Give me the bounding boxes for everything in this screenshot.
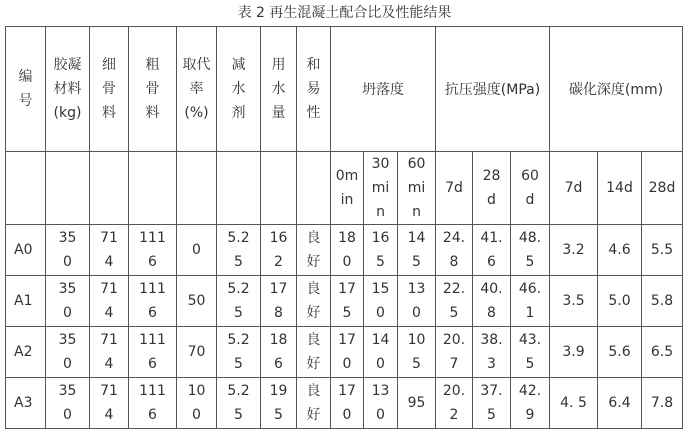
header-slump: 坍落度 xyxy=(331,27,436,152)
cell-text: 良好 xyxy=(306,332,321,372)
cell-coarse xyxy=(129,378,177,429)
header-char: 料 xyxy=(102,105,116,121)
cell-slump-30 xyxy=(364,276,398,327)
cell-slump-0 xyxy=(331,225,364,276)
cell-text: 165 xyxy=(371,230,390,270)
cell-carbon-28: 6.5 xyxy=(642,327,683,378)
cell-strength-60 xyxy=(511,327,550,378)
cell-text: 178 xyxy=(269,281,288,321)
table-title: 表 2 再生混凝土配合比及性能结果 xyxy=(237,5,452,21)
cell-text: 150 xyxy=(371,281,390,321)
table-row xyxy=(6,225,683,276)
cell-text: 0 xyxy=(192,242,201,258)
cell-slump-0 xyxy=(331,378,364,429)
cell-carbon-14: 5.0 xyxy=(598,276,642,327)
cell-text: 175 xyxy=(338,281,356,321)
cell-strength-7 xyxy=(436,378,473,429)
cell-text: 130 xyxy=(371,383,390,423)
cell-text: 105 xyxy=(407,332,426,372)
cell-slump-30 xyxy=(364,225,398,276)
cell-binder xyxy=(46,276,90,327)
cell-text: 良好 xyxy=(306,383,321,423)
header-coarse-text xyxy=(146,53,160,125)
cell-text: 714 xyxy=(100,332,118,372)
header-fine-text xyxy=(102,53,116,125)
cell-water xyxy=(261,327,297,378)
cell-slump-30 xyxy=(364,378,398,429)
cell-binder xyxy=(46,378,90,429)
cell-slump-60: 95 xyxy=(398,378,436,429)
cell-replace xyxy=(177,378,217,429)
cell-text: 5.25 xyxy=(227,230,250,270)
header-replace-text: 取代率(%) xyxy=(182,57,211,121)
header-slump-60min xyxy=(398,152,436,225)
cell-text: 1116 xyxy=(139,332,166,372)
cell-text: 22.5 xyxy=(442,281,466,321)
cell-carbon-7: 3.9 xyxy=(550,327,598,378)
cell-id: A2 xyxy=(6,327,46,378)
cell-water xyxy=(261,225,297,276)
header-sub-empty xyxy=(129,152,177,225)
header-char: 编 xyxy=(18,69,33,85)
cell-carbon-28: 5.8 xyxy=(642,276,683,327)
cell-strength-28 xyxy=(473,327,511,378)
header-slump-0min-text: 0min xyxy=(335,168,359,208)
header-slump-30min-text: 30min xyxy=(371,156,390,220)
cell-replace xyxy=(177,276,217,327)
cell-binder xyxy=(46,327,90,378)
table-row xyxy=(6,276,683,327)
cell-reducer xyxy=(217,327,261,378)
header-char: 骨 xyxy=(102,81,116,97)
cell-text: 良好 xyxy=(306,230,321,270)
cell-text: 100 xyxy=(187,383,206,423)
cell-text: 1116 xyxy=(139,230,166,270)
header-sub-empty xyxy=(261,152,297,225)
header-sub-empty xyxy=(217,152,261,225)
cell-strength-28 xyxy=(473,378,511,429)
cell-text: 48.5 xyxy=(518,230,542,270)
cell-slump-60 xyxy=(398,276,436,327)
header-reducer-text xyxy=(232,53,246,125)
header-char: 水 xyxy=(231,81,246,97)
cell-text: 145 xyxy=(407,230,426,270)
cell-strength-60 xyxy=(511,378,550,429)
header-water xyxy=(261,27,297,152)
table-row xyxy=(6,327,683,378)
cell-workability xyxy=(297,276,331,327)
cell-id: A1 xyxy=(6,276,46,327)
cell-carbon-7: 3.2 xyxy=(550,225,598,276)
cell-workability xyxy=(297,327,331,378)
cell-strength-7 xyxy=(436,327,473,378)
header-char: 粗 xyxy=(145,57,160,73)
header-slump-0min xyxy=(331,152,364,225)
cell-fine xyxy=(90,276,129,327)
cell-reducer xyxy=(217,378,261,429)
header-sub-empty xyxy=(177,152,217,225)
header-char: 水 xyxy=(271,81,286,97)
cell-text: 40.8 xyxy=(480,281,503,321)
header-workability xyxy=(297,27,331,152)
cell-text: 714 xyxy=(100,383,118,423)
header-sub-empty xyxy=(46,152,90,225)
header-char: 骨 xyxy=(145,81,160,97)
cell-strength-28 xyxy=(473,276,511,327)
header-binder xyxy=(46,27,90,152)
cell-text: 24.8 xyxy=(442,230,466,270)
header-strength-7d: 7d xyxy=(436,152,473,225)
mix-proportion-table xyxy=(5,26,683,429)
cell-text: 130 xyxy=(407,281,426,321)
header-char: 剂 xyxy=(231,105,246,121)
cell-text: 5.25 xyxy=(227,281,250,321)
header-strength-60d xyxy=(511,152,550,225)
header-sub-empty xyxy=(297,152,331,225)
header-carbon-7d: 7d xyxy=(550,152,598,225)
cell-text: 170 xyxy=(338,383,356,423)
header-water-text xyxy=(272,53,286,125)
cell-workability xyxy=(297,225,331,276)
cell-slump-0 xyxy=(331,276,364,327)
cell-fine xyxy=(90,225,129,276)
cell-id: A3 xyxy=(6,378,46,429)
cell-carbon-28: 7.8 xyxy=(642,378,683,429)
cell-text: 43.5 xyxy=(518,332,542,372)
cell-text: 195 xyxy=(269,383,288,423)
header-strength: 抗压强度(MPa) xyxy=(436,27,550,152)
cell-text: 20.7 xyxy=(442,332,466,372)
header-sub-empty xyxy=(90,152,129,225)
header-fine xyxy=(90,27,129,152)
cell-strength-7 xyxy=(436,276,473,327)
cell-carbon-7: 4. 5 xyxy=(550,378,598,429)
cell-fine xyxy=(90,327,129,378)
cell-text: 70 xyxy=(187,344,206,360)
cell-slump-30 xyxy=(364,327,398,378)
cell-text: 37.5 xyxy=(480,383,503,423)
cell-text: 5.25 xyxy=(227,383,250,423)
header-strength-28d xyxy=(473,152,511,225)
header-replace xyxy=(177,27,217,152)
cell-text: 46.1 xyxy=(518,281,542,321)
cell-slump-60 xyxy=(398,225,436,276)
cell-carbon-14: 4.6 xyxy=(598,225,642,276)
cell-replace xyxy=(177,327,217,378)
cell-text: 180 xyxy=(338,230,356,270)
header-char: 细 xyxy=(102,57,116,73)
cell-strength-7 xyxy=(436,225,473,276)
cell-binder xyxy=(46,225,90,276)
cell-text: 170 xyxy=(338,332,356,372)
cell-slump-0 xyxy=(331,327,364,378)
header-slump-30min xyxy=(364,152,398,225)
header-strength-60d-text: 60d xyxy=(521,168,539,208)
header-char: 量 xyxy=(271,105,286,121)
cell-text: 41.6 xyxy=(480,230,503,270)
header-sub-empty xyxy=(6,152,46,225)
cell-text: 350 xyxy=(58,230,77,270)
cell-water xyxy=(261,378,297,429)
cell-text: 1116 xyxy=(139,383,166,423)
cell-text: 良好 xyxy=(306,281,321,321)
header-carbon-28d: 28d xyxy=(642,152,683,225)
cell-water xyxy=(261,276,297,327)
cell-carbon-28: 5.5 xyxy=(642,225,683,276)
cell-text: 38.3 xyxy=(480,332,503,372)
cell-workability xyxy=(297,378,331,429)
cell-text: 5.25 xyxy=(227,332,250,372)
cell-reducer xyxy=(217,276,261,327)
cell-text: 20.2 xyxy=(442,383,466,423)
header-row-sub xyxy=(6,152,683,225)
header-char: 号 xyxy=(18,93,33,109)
cell-text: 350 xyxy=(58,281,77,321)
cell-text: 42.9 xyxy=(518,383,542,423)
cell-text: 162 xyxy=(269,230,288,270)
cell-fine xyxy=(90,378,129,429)
header-char: 料 xyxy=(145,105,160,121)
cell-strength-60 xyxy=(511,225,550,276)
cell-text: 714 xyxy=(100,230,118,270)
cell-text: 50 xyxy=(187,293,206,309)
table-row xyxy=(6,378,683,429)
cell-text: 1116 xyxy=(139,281,166,321)
cell-text: 350 xyxy=(58,332,77,372)
header-char: 易 xyxy=(306,81,321,97)
cell-coarse xyxy=(129,225,177,276)
header-char: 性 xyxy=(306,105,321,121)
cell-carbon-7: 3.5 xyxy=(550,276,598,327)
cell-strength-28 xyxy=(473,225,511,276)
cell-carbon-14: 5.6 xyxy=(598,327,642,378)
header-char: 减 xyxy=(231,57,246,73)
cell-slump-60 xyxy=(398,327,436,378)
cell-text: 714 xyxy=(100,281,118,321)
cell-id: A0 xyxy=(6,225,46,276)
header-slump-60min-text: 60min xyxy=(407,156,426,220)
cell-strength-60 xyxy=(511,276,550,327)
header-char: 用 xyxy=(271,57,286,73)
cell-coarse xyxy=(129,327,177,378)
cell-carbon-14: 6.4 xyxy=(598,378,642,429)
header-char: 和 xyxy=(306,57,321,73)
header-code xyxy=(6,27,46,152)
cell-text: 140 xyxy=(371,332,390,372)
cell-text: 186 xyxy=(269,332,288,372)
header-coarse xyxy=(129,27,177,152)
cell-coarse xyxy=(129,276,177,327)
header-code-text xyxy=(19,65,33,113)
header-strength-28d-text: 28d xyxy=(482,168,501,208)
header-row-main xyxy=(6,27,683,152)
header-carbon: 碳化深度(mm) xyxy=(550,27,683,152)
header-reducer xyxy=(217,27,261,152)
header-carbon-14d: 14d xyxy=(598,152,642,225)
header-binder-text: 胶凝材料(kg) xyxy=(53,57,82,121)
cell-reducer xyxy=(217,225,261,276)
header-workability-text xyxy=(307,53,321,125)
cell-text: 350 xyxy=(58,383,77,423)
cell-replace xyxy=(177,225,217,276)
